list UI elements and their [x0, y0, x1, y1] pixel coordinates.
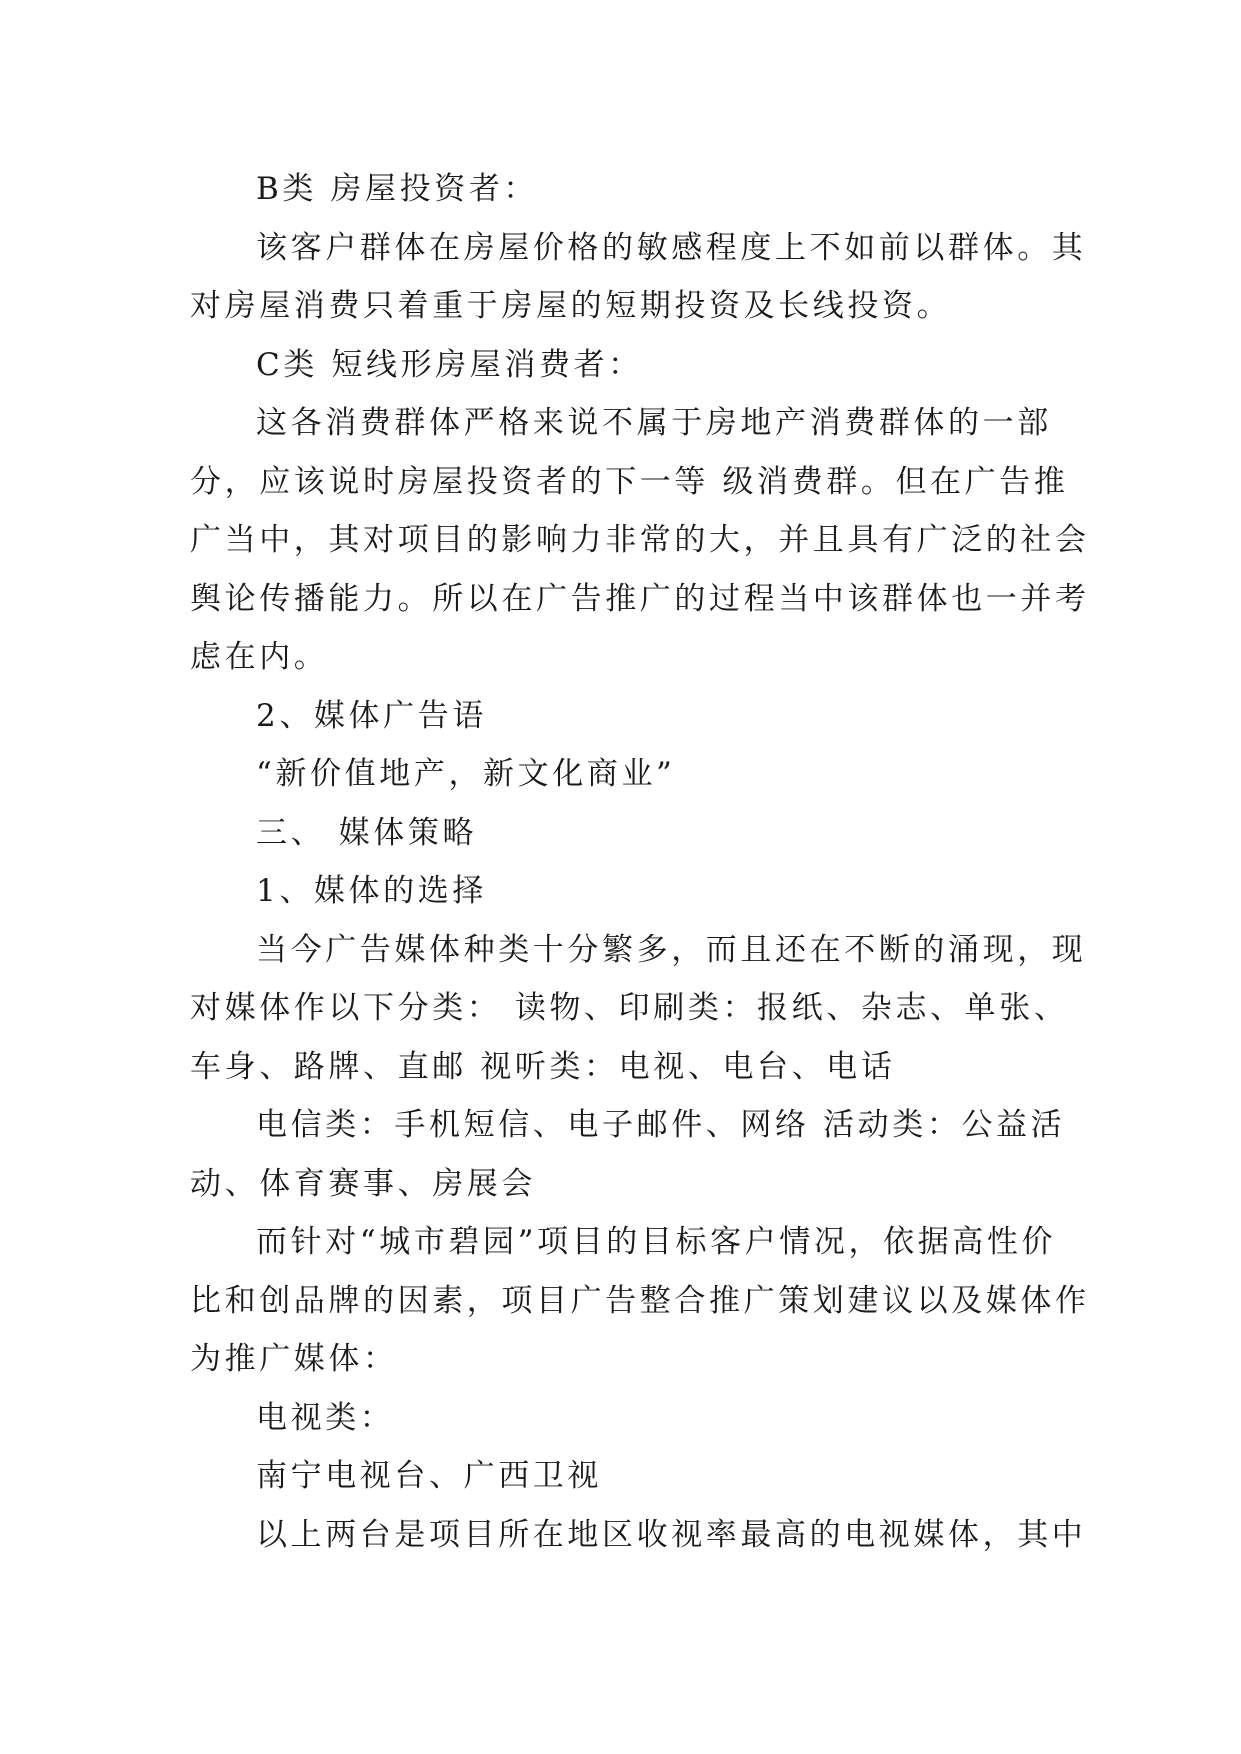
paragraph-line: 广当中，其对项目的影响力非常的大，并且具有广泛的社会: [190, 522, 1090, 558]
paragraph-line: 而针对“城市碧园”项目的目标客户情况，依据高性价: [256, 1224, 1057, 1260]
paragraph-line: 这各消费群体严格来说不属于房地产消费群体的一部: [256, 405, 1052, 441]
paragraph-line: 虑在内。: [190, 639, 329, 675]
heading-media-slogan: 2、媒体广告语: [256, 697, 487, 734]
paragraph-line: 为推广媒体：: [190, 1341, 398, 1377]
paragraph-line: 车身、路牌、直邮 视听类：电视、电台、电话: [190, 1048, 896, 1085]
paragraph-line: 对媒体作以下分类： 读物、印刷类：报纸、杂志、单张、: [190, 990, 1069, 1026]
paragraph-line: 以上两台是项目所在地区收视率最高的电视媒体，其中: [256, 1516, 1087, 1553]
document-page: [190, 160, 1090, 1564]
heading-c-short-term: C类 短线形房屋消费者：: [256, 346, 643, 383]
paragraph-line: 舆论传播能力。所以在广告推广的过程当中该群体也一并考: [190, 580, 1090, 617]
slogan-text: “新价值地产，新文化商业”: [256, 756, 676, 792]
paragraph-line: 动、体育赛事、房展会: [190, 1165, 536, 1202]
section-heading-media-strategy: 三、 媒体策略: [256, 814, 478, 851]
paragraph-line: 比和创品牌的因素，项目广告整合推广策划建议以及媒体作: [190, 1282, 1090, 1319]
paragraph-line: 当今广告媒体种类十分繁多，而且还在不断的涌现，现: [256, 931, 1087, 968]
tv-stations: 南宁电视台、广西卫视: [256, 1458, 602, 1494]
heading-tv: 电视类：: [256, 1399, 395, 1436]
paragraph-line: 电信类：手机短信、电子邮件、网络 活动类：公益活: [256, 1107, 1066, 1143]
heading-media-selection: 1、媒体的选择: [256, 873, 487, 909]
paragraph-line: 该客户群体在房屋价格的敏感程度上不如前以群体。其: [256, 229, 1087, 266]
paragraph-line: 分，应该说时房屋投资者的下一等 级消费群。但在广告推: [190, 463, 1069, 500]
paragraph-line: 对房屋消费只着重于房屋的短期投资及长线投资。: [190, 288, 952, 324]
heading-b-investors: B类 房屋投资者：: [256, 171, 539, 207]
